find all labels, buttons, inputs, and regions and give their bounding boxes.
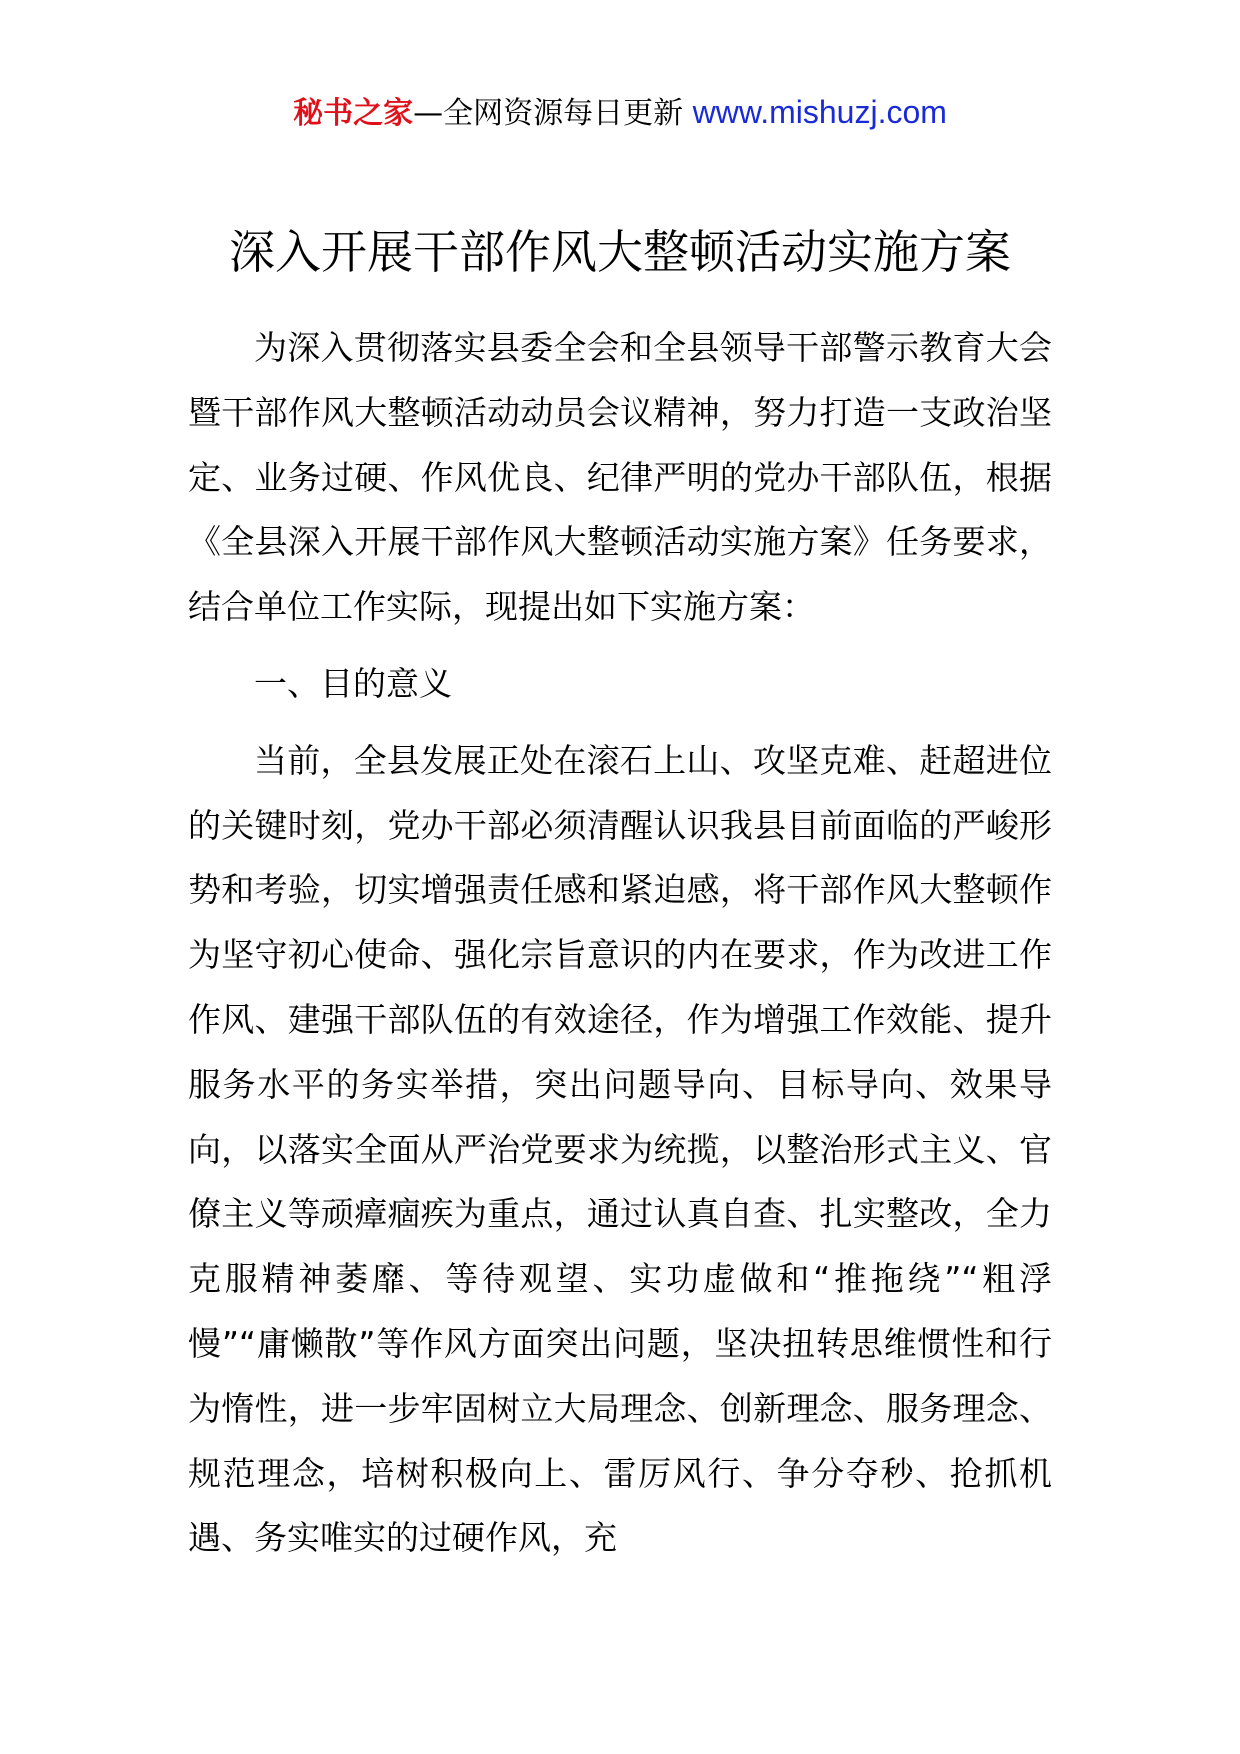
site-header [0,92,1240,134]
brand-name: 秘书之家 [293,96,414,131]
header-tagline: —全网资源每日更新 [413,96,684,131]
intro-paragraph: 为深入贯彻落实县委全会和全县领导干部警示教育大会暨干部作风大整顿活动动员会议精神，努力打造一支政治坚定、业务过硬、作风优良、纪律严明的党办干部队伍，根据《全县深入开展干部作风大整顿活动实施方案》任务要求，结合单位工作实际，现提出如下实施方案： [188,328,1052,627]
section-paragraph: 当前，全县发展正处在滚石上山、攻坚克难、赶超进位的关键时刻，党办干部必须清醒认识我县目前面临的严峻形势和考验，切实增强责任感和紧迫感，将干部作风大整顿作为坚守初心使命、强化宗旨意识的内在要求，作为改进工作作风、建强干部队伍的有效途径，作为增强工作效能、提升服务水平的务实举措，突出问题导向、目标导向、效果导向，以落实全面从严治党要求为统揽，以整治形式主义、官僚主义等顽瘴痼疾为重点，通过认真自查、扎实整改，全力克服精神萎靡、等待观望、实功虚做和“推拖绕”“粗浮慢”“庸懒散”等作风方面突出问题，坚决扭转思维惯性和行为惰性，进一步牢固树立大局理念、创新理念、服务理念、规范理念，培树积极向上、雷厉风行、争分夺秒、抢抓机遇、务实唯实的过硬作风，充 [188,740,1052,1558]
document-title: 深入开展干部作风大整顿活动实施方案 [229,225,1011,279]
section-heading: 一、目的意义 [254,663,452,703]
document-body [188,316,1052,1571]
site-url-link[interactable]: www.mishuzj.com [692,94,947,130]
